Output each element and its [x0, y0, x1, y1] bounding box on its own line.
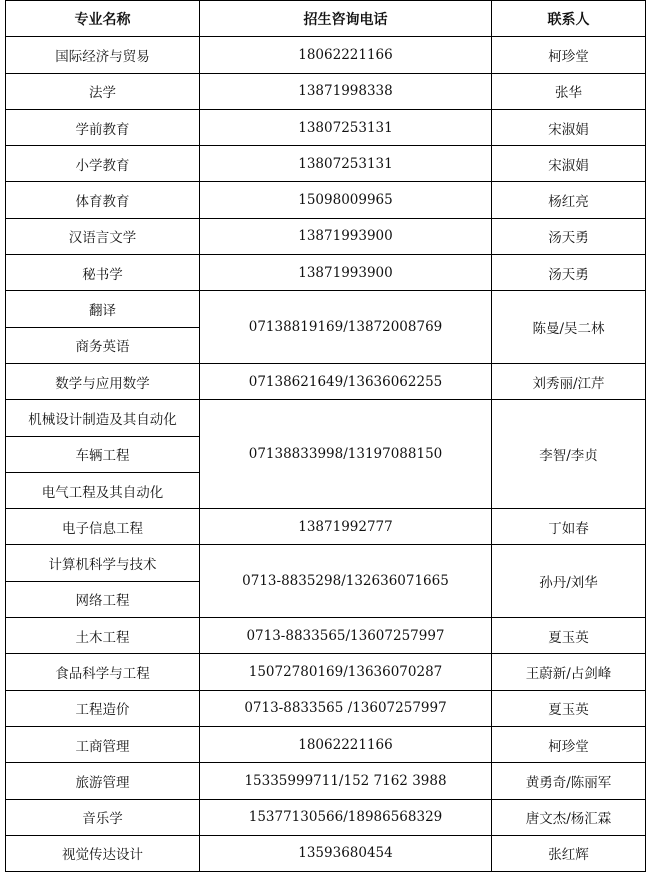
table-row [6, 255, 646, 291]
major-cell: 车辆工程 [6, 436, 200, 472]
table-row [6, 146, 646, 182]
major-cell: 体育教育 [6, 182, 200, 218]
contact-cell: 丁如春 [492, 509, 646, 545]
major-cell: 电子信息工程 [6, 509, 200, 545]
phone-cell: 18062221166 [200, 37, 492, 73]
contact-cell: 张华 [492, 73, 646, 109]
contact-cell: 杨红亮 [492, 182, 646, 218]
contact-cell: 柯珍堂 [492, 726, 646, 762]
table-row [6, 509, 646, 545]
major-cell: 音乐学 [6, 799, 200, 835]
phone-cell: 0713-8833565/13607257997 [200, 618, 492, 654]
table-row [6, 726, 646, 762]
phone-cell: 0713-8833565 /13607257997 [200, 690, 492, 726]
header-contact: 联系人 [492, 1, 646, 37]
phone-cell: 18062221166 [200, 726, 492, 762]
phone-cell: 13807253131 [200, 109, 492, 145]
major-cell: 网络工程 [6, 581, 200, 617]
major-cell: 国际经济与贸易 [6, 37, 200, 73]
phone-cell: 15098009965 [200, 182, 492, 218]
table-row [6, 109, 646, 145]
major-cell: 土木工程 [6, 618, 200, 654]
major-cell: 工程造价 [6, 690, 200, 726]
contact-cell: 宋淑娟 [492, 146, 646, 182]
contact-cell: 陈曼/吴二林 [492, 291, 646, 364]
table-row [6, 690, 646, 726]
contact-cell: 孙丹/刘华 [492, 545, 646, 618]
phone-cell: 07138833998/13197088150 [200, 400, 492, 509]
major-cell: 汉语言文学 [6, 218, 200, 254]
table-body [6, 37, 646, 872]
table-row [6, 400, 646, 436]
table-row [6, 799, 646, 835]
major-cell: 旅游管理 [6, 763, 200, 799]
table-row [6, 37, 646, 73]
contact-cell: 汤天勇 [492, 255, 646, 291]
major-cell: 学前教育 [6, 109, 200, 145]
phone-cell: 13871998338 [200, 73, 492, 109]
contact-cell: 宋淑娟 [492, 109, 646, 145]
table-row [6, 291, 646, 327]
contact-cell: 柯珍堂 [492, 37, 646, 73]
major-cell: 视觉传达设计 [6, 835, 200, 871]
contact-cell: 汤天勇 [492, 218, 646, 254]
major-cell: 法学 [6, 73, 200, 109]
major-cell: 工商管理 [6, 726, 200, 762]
table-row [6, 654, 646, 690]
contact-cell: 刘秀丽/江芹 [492, 363, 646, 399]
major-cell: 食品科学与工程 [6, 654, 200, 690]
phone-cell: 13871993900 [200, 218, 492, 254]
major-cell: 电气工程及其自动化 [6, 472, 200, 508]
table-row [6, 545, 646, 581]
table-row [6, 363, 646, 399]
phone-cell: 13807253131 [200, 146, 492, 182]
contact-cell: 夏玉英 [492, 618, 646, 654]
phone-cell: 13871992777 [200, 509, 492, 545]
contact-cell: 王蔚新/占剑峰 [492, 654, 646, 690]
contact-cell: 张红辉 [492, 835, 646, 871]
contact-cell: 夏玉英 [492, 690, 646, 726]
table-row [6, 73, 646, 109]
major-cell: 数学与应用数学 [6, 363, 200, 399]
phone-cell: 13871993900 [200, 255, 492, 291]
contact-cell: 唐文杰/杨汇霖 [492, 799, 646, 835]
header-phone: 招生咨询电话 [200, 1, 492, 37]
major-cell: 翻译 [6, 291, 200, 327]
phone-cell: 15072780169/13636070287 [200, 654, 492, 690]
phone-cell: 07138819169/13872008769 [200, 291, 492, 364]
major-cell: 机械设计制造及其自动化 [6, 400, 200, 436]
major-cell: 计算机科学与技术 [6, 545, 200, 581]
header-row [6, 1, 646, 37]
table-row [6, 835, 646, 871]
major-cell: 小学教育 [6, 146, 200, 182]
phone-cell: 0713-8835298/132636071665 [200, 545, 492, 618]
table-row [6, 182, 646, 218]
phone-cell: 15335999711/152 7162 3988 [200, 763, 492, 799]
table-row [6, 218, 646, 254]
major-cell: 秘书学 [6, 255, 200, 291]
header-major: 专业名称 [6, 1, 200, 37]
phone-cell: 15377130566/18986568329 [200, 799, 492, 835]
contact-cell: 李智/李贞 [492, 400, 646, 509]
phone-cell: 07138621649/13636062255 [200, 363, 492, 399]
table-row [6, 763, 646, 799]
contact-cell: 黄勇奇/陈丽军 [492, 763, 646, 799]
phone-cell: 13593680454 [200, 835, 492, 871]
table-row [6, 618, 646, 654]
contact-table [5, 0, 646, 872]
major-cell: 商务英语 [6, 327, 200, 363]
